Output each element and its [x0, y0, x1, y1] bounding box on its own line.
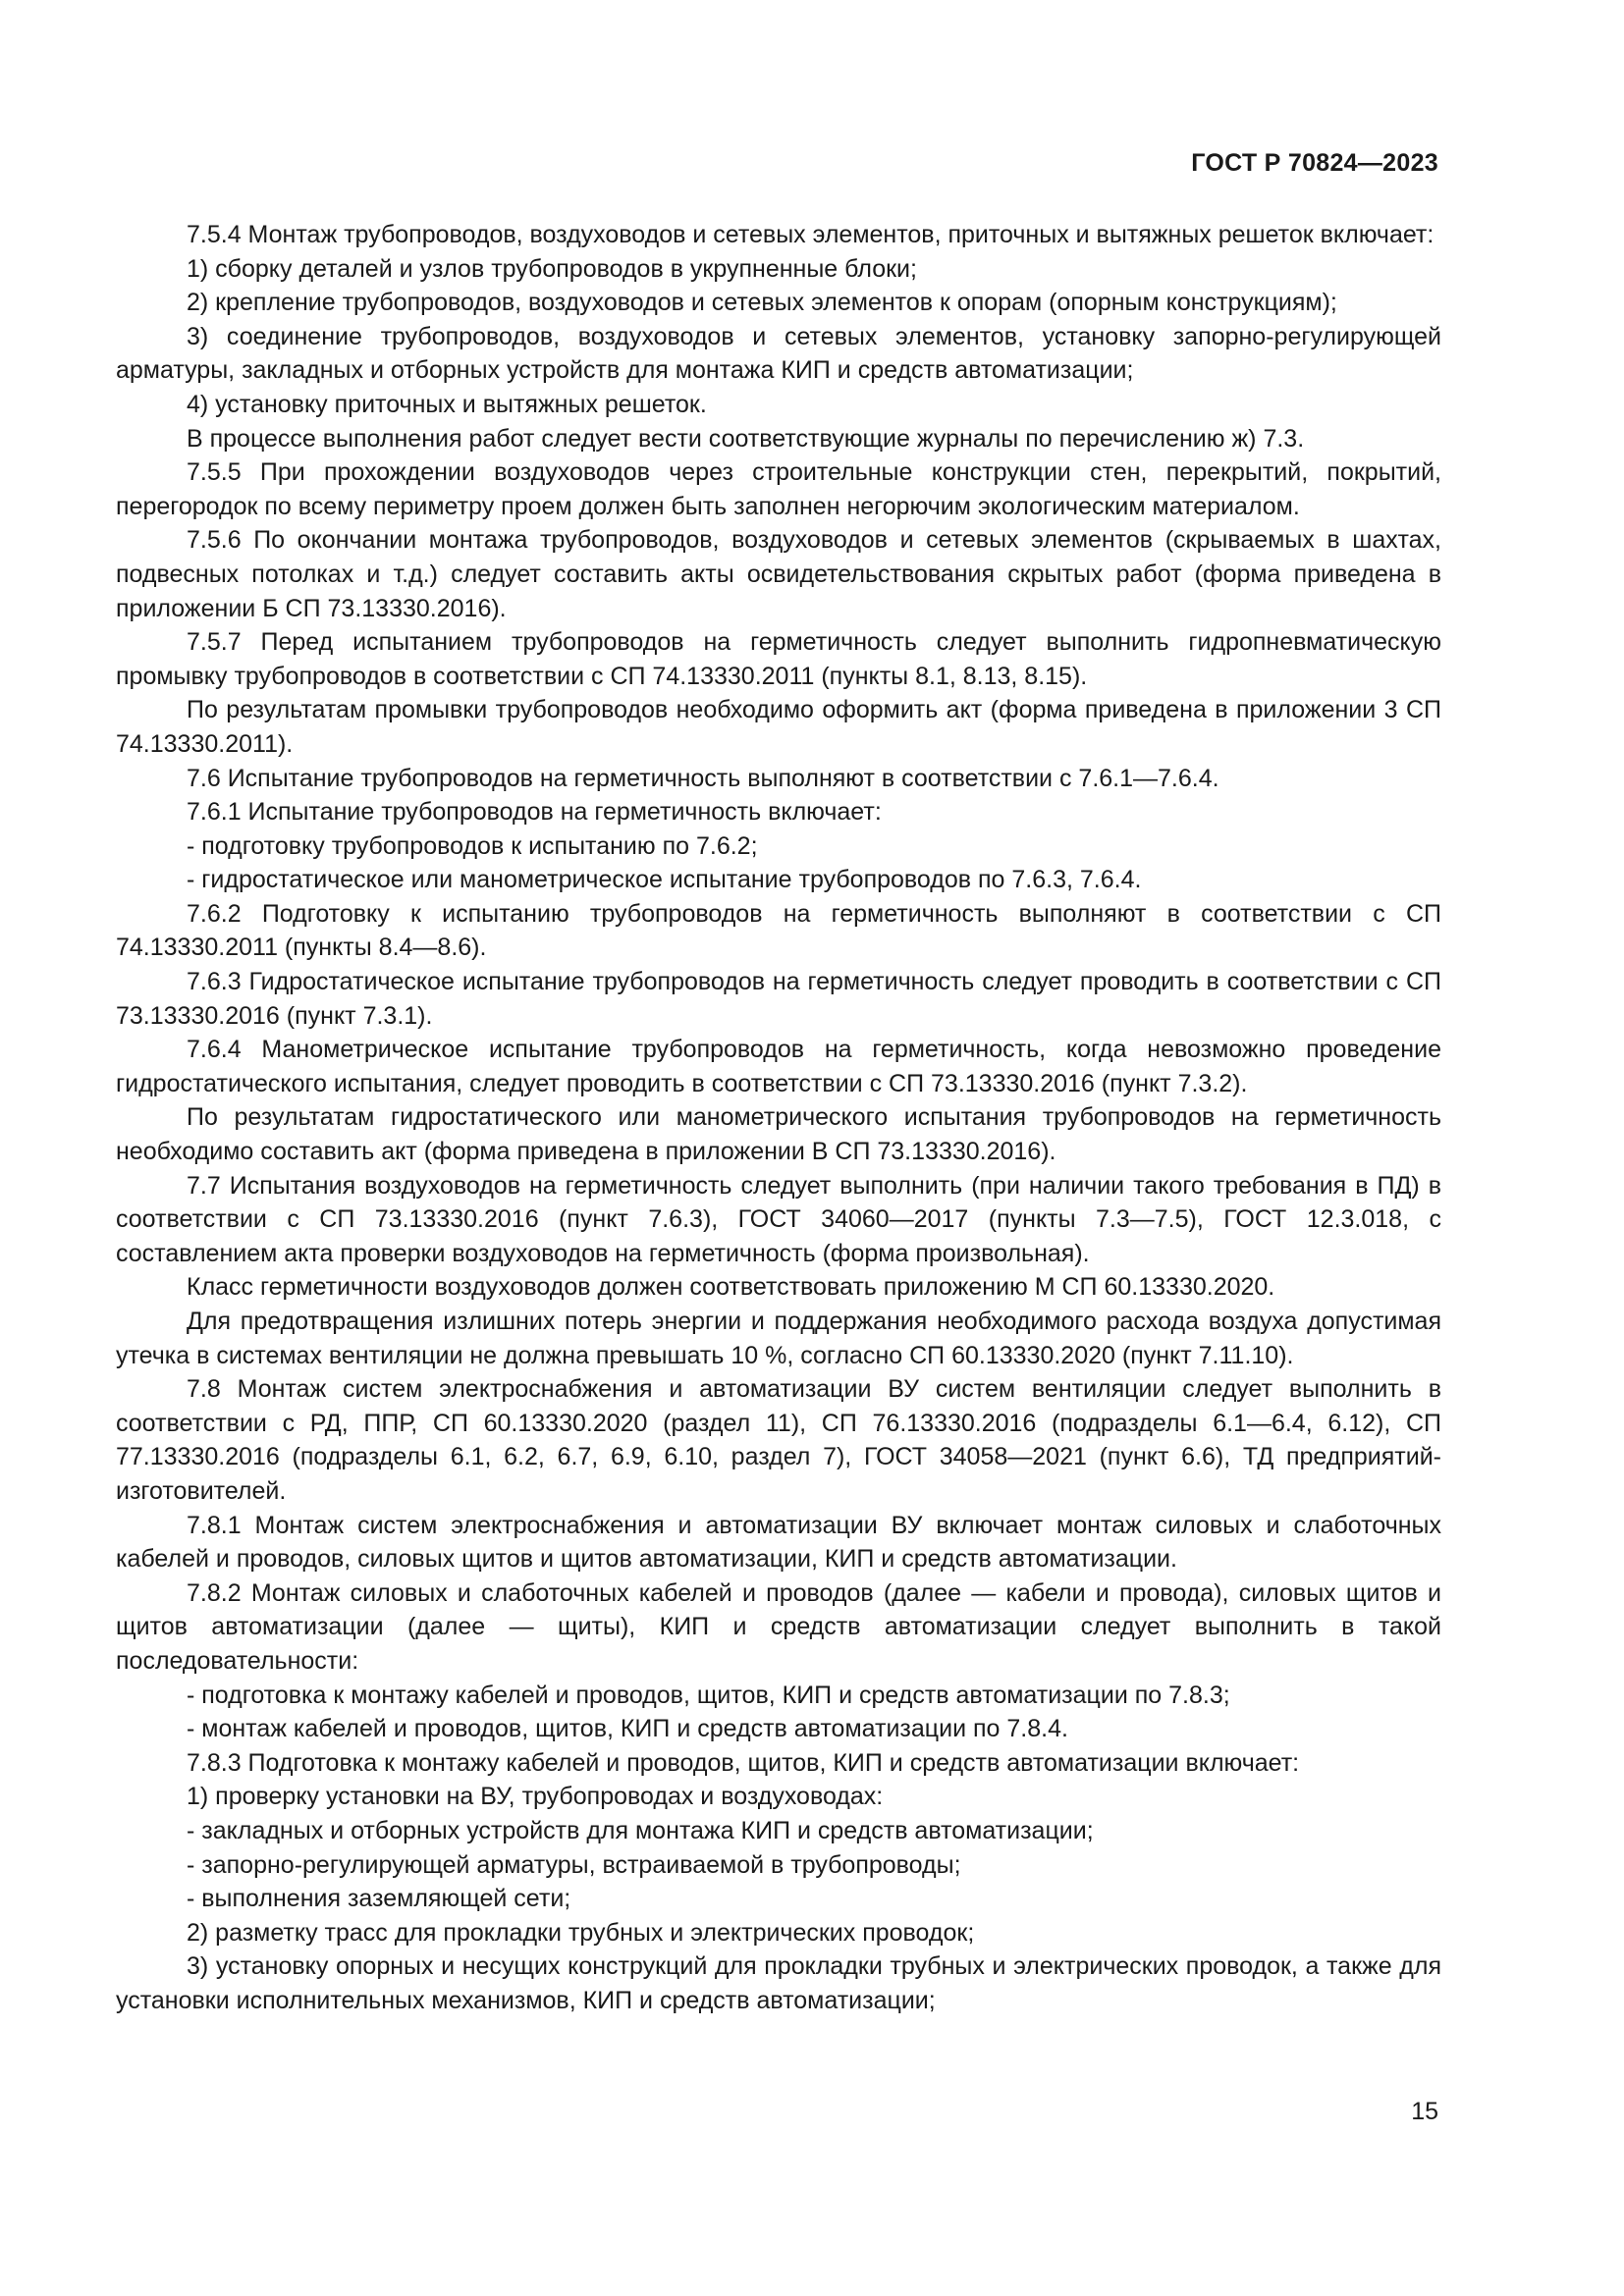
paragraph: - подготовка к монтажу кабелей и проводов, щитов, КИП и средств автоматизации по 7.8.3;: [187, 1681, 1230, 1709]
paragraph: 2) крепление трубопроводов, воздуховодов и сетевых элементов к опорам (опорным конструкциям);: [187, 289, 1337, 317]
paragraph: 7.8.3 Подготовка к монтажу кабелей и проводов, щитов, КИП и средств автоматизации включает:: [187, 1748, 1300, 1777]
paragraph: 7.5.5 При прохождении воздуховодов через строительные конструкции стен, перекрытий, покрытий, перегородок по всему периметру проем должен быть заполнен негорючим экологическим материалом.: [116, 458, 1441, 520]
paragraph: 7.5.7 Перед испытанием трубопроводов на герметичность следует выполнить гидропневматическую промывку трубопроводов в соответствии с СП 74.13330.2011 (пункты 8.1, 8.13, 8.15).: [116, 628, 1441, 690]
paragraph: 7.6.1 Испытание трубопроводов на герметичность включает:: [187, 798, 882, 827]
paragraph: 7.6.4 Манометрическое испытание трубопроводов на герметичность, когда невозможно проведение гидростатического испытания, следует проводить в соответствии с СП 73.13330.2016 (пункт 7.3.2).: [116, 1036, 1441, 1097]
paragraph: 7.6.3 Гидростатическое испытание трубопроводов на герметичность следует проводить в соответствии с СП 73.13330.2016 (пункт 7.3.1).: [116, 968, 1441, 1030]
paragraph: По результатам промывки трубопроводов необходимо оформить акт (форма приведена в приложении 3 СП 74.13330.2011).: [116, 696, 1441, 758]
paragraph: Класс герметичности воздуховодов должен соответствовать приложению М СП 60.13330.2020.: [187, 1273, 1275, 1302]
paragraph: 3) установку опорных и несущих конструкций для прокладки трубных и электрических проводок, а также для установки исполнительных механизмов, КИП и средств автоматизации;: [116, 1952, 1441, 2014]
paragraph: - закладных и отборных устройств для монтажа КИП и средств автоматизации;: [187, 1816, 1094, 1844]
paragraph: 7.7 Испытания воздуховодов на герметичность следует выполнить (при наличии такого требования в ПД) в соответствии с СП 73.13330.2016 (пункт 7.6.3), ГОСТ 34060—2017 (пункты 7.3—7.5), ГОСТ 12.3.018, с составлением акта проверки воздуховодов на герметичность (форма произвольная).: [116, 1171, 1441, 1267]
paragraph: 7.8.1 Монтаж систем электроснабжения и автоматизации ВУ включает монтаж силовых и слаботочных кабелей и проводов, силовых щитов и щитов автоматизации, КИП и средств автоматизации.: [116, 1511, 1441, 1574]
doc-header-id: ГОСТ Р 70824—2023: [1191, 149, 1438, 177]
paragraph: 3) соединение трубопроводов, воздуховодов и сетевых элементов, установку запорно-регулирующей арматуры, закладных и отборных устройств для монтажа КИП и средств автоматизации;: [116, 322, 1441, 385]
paragraph: Для предотвращения излишних потерь энергии и поддержания необходимого расхода воздуха допустимая утечка в системах вентиляции не должна превышать 10 %, согласно СП 60.13330.2020 (пункт 7.11.10).: [116, 1308, 1441, 1369]
document-body: [116, 218, 1441, 2017]
paragraph: 7.6.2 Подготовку к испытанию трубопроводов на герметичность выполняют в соответствии с СП 74.13330.2011 (пункты 8.4—8.6).: [116, 899, 1441, 962]
paragraph: 7.8.2 Монтаж силовых и слаботочных кабелей и проводов (далее — кабели и провода), силовых щитов и щитов автоматизации (далее — щиты), КИП и средств автоматизации следует выполнить в такой последовательности:: [116, 1578, 1441, 1675]
paragraph: - монтаж кабелей и проводов, щитов, КИП и средств автоматизации по 7.8.4.: [187, 1715, 1068, 1743]
paragraph: - подготовку трубопроводов к испытанию по 7.6.2;: [187, 831, 758, 860]
paragraph: - запорно-регулирующей арматуры, встраиваемой в трубопроводы;: [187, 1850, 961, 1879]
paragraph: В процессе выполнения работ следует вести соответствующие журналы по перечислению ж) 7.3.: [187, 424, 1305, 453]
page-number: 15: [1411, 2098, 1438, 2125]
paragraph: 7.6 Испытание трубопроводов на герметичность выполняют в соответствии с 7.6.1—7.6.4.: [187, 764, 1219, 792]
paragraph: 7.5.6 По окончании монтажа трубопроводов, воздуховодов и сетевых элементов (скрываемых в шахтах, подвесных потолках и т.д.) следует составить акты освидетельствования скрытых работ (форма приведена в приложении Б СП 73.13330.2016).: [116, 526, 1441, 622]
paragraph: 4) установку приточных и вытяжных решеток.: [187, 390, 707, 418]
paragraph: По результатам гидростатического или манометрического испытания трубопроводов на герметичность необходимо составить акт (форма приведена в приложении В СП 73.13330.2016).: [116, 1103, 1441, 1166]
paragraph: - гидростатическое или манометрическое испытание трубопроводов по 7.6.3, 7.6.4.: [187, 866, 1142, 894]
paragraph: - выполнения заземляющей сети;: [187, 1885, 571, 1913]
paragraph: 2) разметку трасс для прокладки трубных и электрических проводок;: [187, 1918, 975, 1947]
paragraph: 1) сборку деталей и узлов трубопроводов в укрупненные блоки;: [187, 254, 917, 283]
paragraph: 1) проверку установки на ВУ, трубопроводах и воздуховодах:: [187, 1783, 884, 1811]
paragraph: 7.8 Монтаж систем электроснабжения и автоматизации ВУ систем вентиляции следует выполнить в соответствии с РД, ППР, СП 60.13330.2020 (раздел 11), СП 76.13330.2016 (подразделы 6.1—6.4, 6.12), СП 77.13330.2016 (подразделы 6.1, 6.2, 6.7, 6.9, 6.10, раздел 7), ГОСТ 34058—2021 (пункт 6.6), ТД предприятий-изготовителей.: [116, 1375, 1441, 1505]
paragraph: 7.5.4 Монтаж трубопроводов, воздуховодов и сетевых элементов, приточных и вытяжных решеток включает:: [187, 221, 1435, 248]
